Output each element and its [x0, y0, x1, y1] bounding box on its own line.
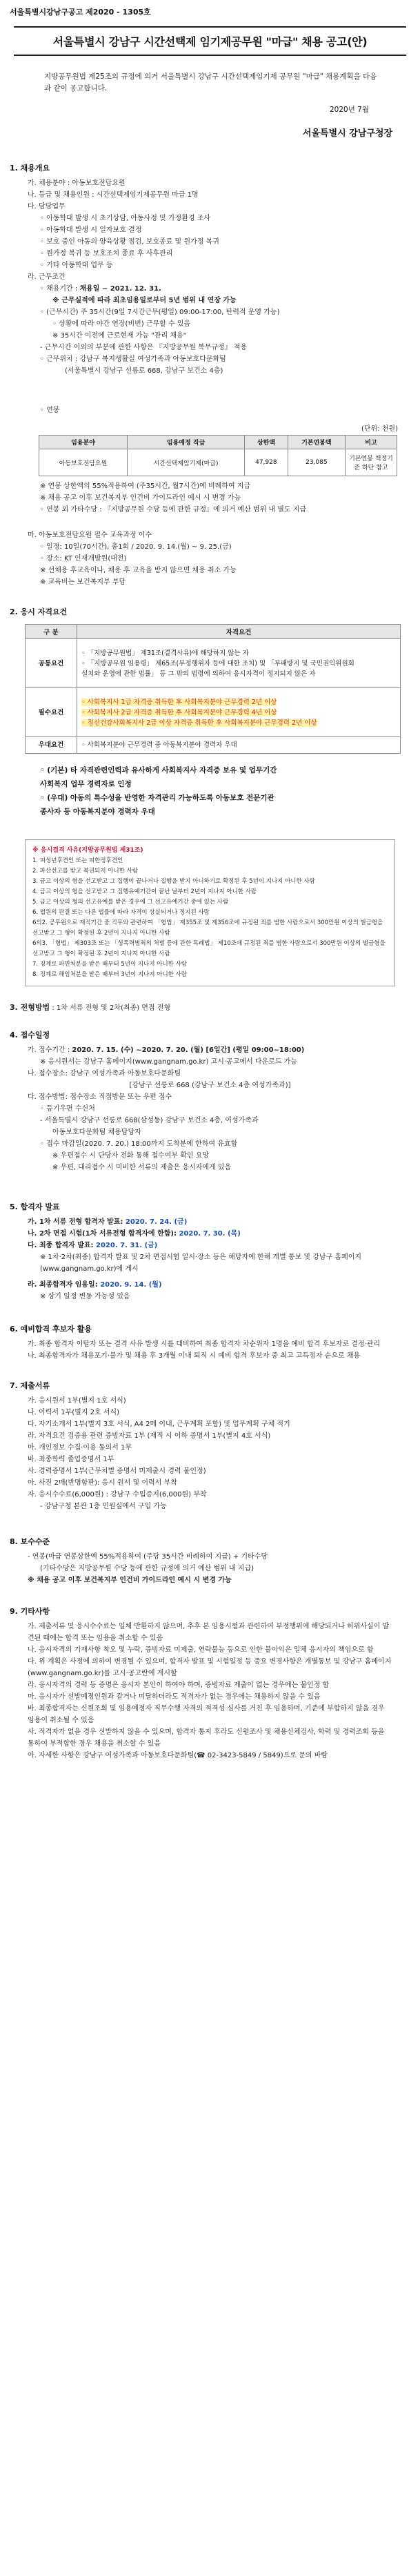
pay-level-line: (기타수당은 지방공무원 수당 등에 관한 규정에 의거 예산 범위 내 지급) — [40, 1565, 254, 1572]
table-cell: 기본연봉 책정기준 하단 참고 — [346, 449, 397, 476]
duty-item: ◦ 원가정 복귀 등 보호조치 종료 후 사후관리 — [40, 250, 173, 257]
work-address: (서울특별시 강남구 선릉로 668, 강남구 보건소 4층) — [65, 367, 223, 375]
table-header: 구 분 — [26, 625, 77, 639]
pay-level-note: ※ 채용 공고 이후 보건복지부 인건비 가이드라인 예시 시 변경 가능 — [28, 1577, 232, 1584]
table-row — [26, 639, 401, 688]
disqualification-item: 6. 법원의 판결 또는 다른 법률에 따라 자격이 상실되거나 정지된 사람 — [32, 909, 210, 916]
document-item: 사. 경력증명서 1부(근무처별 증명서 미제출시 경력 불인정) — [28, 1467, 206, 1475]
document-item: 나. 이력서 1부(별지 2호 서식) — [28, 1409, 120, 1416]
document-item: 라. 자격요건 검증용 관련 증빙자료 1부 (재직 시 이하 증명서 1부(별지 4호 서식) — [28, 1432, 271, 1440]
qualification-notes: ◦ (기본) 타 자격관련인력과 유사하게 사회복지사 자격증 보유 및 업무기간 사회복지 업무 경력자로 인정 ◦ (우대) 아동의 특수성을 반영한 자격관리 가능하도록 아동보호 전문기관 종사자 등 아동복지분야 경력자 우대 — [40, 766, 277, 816]
section-7-title: 7. 제출서류 — [10, 1381, 50, 1390]
table-cell: 시간선택제임기제(마급) — [128, 449, 245, 476]
section-6 — [10, 1323, 410, 1362]
document-item: 바. 최종학력 졸업증명서 1부 — [28, 1456, 114, 1463]
interview-date: 2020. 7. 30. (목) — [179, 1230, 241, 1238]
misc-item: 바. 최종합격자는 신원조회 및 임용예정자 직무수행 자격의 적격성 심사를 거친 후 임용하며, 기준에 부합하지 않을 경우 임용이 취소될 수 있음 — [28, 1705, 385, 1724]
section-9-title: 9. 기타사항 — [10, 1607, 50, 1616]
section-2-title: 2. 응시 자격요건 — [10, 607, 68, 616]
period-note: ※ 근무실적에 따라 최초임용일로부터 5년 범위 내 연장 가능 — [52, 297, 237, 304]
apply-period: 가. 접수기간 : 2020. 7. 15. (수) ~2020. 7. 20. (월) [6일간] (평일 09:00~18:00) — [28, 1046, 305, 1054]
training-label: 마. 아동보호전담요원 필수 교육과정 이수 — [28, 531, 152, 539]
appointment: 라. 최종합격자 임용일: 2020. 9. 14. (월) — [28, 1281, 162, 1289]
misc-item: 마. 응시자가 선발예정인원과 같거나 미달하더라도 적격자가 없는 경우에는 채용하지 않을 수 있음 — [28, 1693, 321, 1701]
disqualification-item: 3. 금고 이상의 형을 선고받고 그 집행이 끝나거나 집행을 받지 아니하기로 확정된 후 5년이 지나지 아니한 사람 — [32, 878, 315, 885]
section-4 — [10, 1029, 410, 1173]
row-label: 공통요건 — [26, 639, 77, 688]
training-item: ※ 교육비는 보건복지부 부담 — [40, 578, 126, 586]
row-content: ◦ 「지방공무원법」 제31조(결격사유)에 해당하지 않는 자 ◦ 「지방공무원 임용령」 제65조(부정행위자 등에 대한 조치) 및 「부패방지 및 국민권익위원회 설치와 운영에 관한 법률」 등 그 밖의 법령에 의하여 응시자격이 정지되지 않은 자 — [77, 639, 401, 688]
disqualification-item: 8. 징계로 해임처분을 받은 때부터 3년이 지나지 아니한 사람 — [32, 971, 187, 978]
reserve-item: 나. 최종합격자가 채용포기·불가 및 채용 후 3개월 이내 퇴직 시 예비 합격 후보자 중 최고 고득점자 순으로 채용 — [28, 1352, 361, 1360]
final-result: 다. 최종 합격자 발표: 2020. 7. 31. (금) — [28, 1242, 158, 1249]
recruit-field: 가. 채용분야 : 아동보호전담요원 — [28, 179, 126, 187]
pay-note: ※ 채용 공고 이후 보건복지부 인건비 가이드라인 예시 시 변경 가능 — [40, 494, 241, 502]
table-row — [26, 737, 401, 754]
disqualification-item: 4. 금고 이상의 형을 선고받고 그 집행유예기간이 끝난 날부터 2년이 지나지 아니한 사람 — [32, 888, 257, 895]
salary-table — [39, 435, 397, 476]
section-7 — [10, 1380, 410, 1512]
table-header: 자격요건 — [77, 625, 401, 639]
table-cell: 47,928 — [245, 449, 288, 476]
reserve-item: 가. 최종 합격자 이탈자 또는 결격 사유 발생 시를 대비하여 최종 합격자 차순위자 1명을 예비 합격 후보자로 결정·관리 — [28, 1340, 381, 1348]
disqualification-item: 5. 금고 이상의 형의 선고유예를 받은 경우에 그 선고유예기간 중에 있는 사람 — [32, 899, 229, 906]
first-result-date: 2020. 7. 24. (금) — [125, 1218, 188, 1226]
section-1-title: 1. 채용개요 — [10, 164, 50, 173]
table-row — [39, 449, 397, 476]
notice-number: 서울특별시강남구공고 제2020 - 1305호 — [10, 8, 151, 17]
duty-item: ◦ 기타 아동학대 업무 등 — [40, 262, 113, 269]
pay-note: ◦ 연봉 외 가타수당 : 『지방공무원 수당 등에 관한 규정』에 의거 예산 범위 내 별도 지급 — [40, 506, 307, 514]
disqualification-title: ※ 응시결격 사유(지방공무원법 제31조) — [32, 847, 143, 854]
section-6-title: 6. 예비합격 후보자 활용 — [10, 1325, 92, 1334]
apply-address: [강남구 선릉로 668 (강남구 보건소 4층 여성가족과)] — [129, 1082, 291, 1089]
table-header: 임용분야 — [39, 436, 128, 449]
apply-method-item: - 서울특별시 강남구 선릉로 668(삼성동) 강남구 보건소 4층, 여성가족과 — [40, 1117, 259, 1124]
misc-item: 가. 제출서류 및 응시수수료는 일체 반환하지 않으며, 추후 본 임용시험과 관련하여 부정행위에 해당되거나 허위사실이 발견된 때에는 합격 또는 임용을 취소할 수 있음 — [28, 1623, 390, 1642]
section-8 — [10, 1536, 410, 1586]
table-header: 기본연봉액 — [288, 436, 345, 449]
selection-method: : 1차 서류 전형 및 2차(최종) 면접 전형 — [52, 1004, 171, 1012]
misc-item: 다. 위 계획은 사정에 의하여 변경될 수 있으며, 합격자 발표 및 시험일정 등 중요 변경사항은 개별통보 및 강남구 홈페이지(www.gangnam.go.kr)를 고시·공고란에 게시할 — [28, 1658, 392, 1677]
conditions-label: 라. 근무조건 — [28, 273, 66, 281]
table-cell: 23,085 — [288, 449, 345, 476]
recruit-grade: 나. 등급 및 채용인원 : 시간선택제임기제공무원 마급 1명 — [28, 191, 199, 199]
qualification-table — [25, 624, 401, 754]
disqualification-item: 6의3. 「형법」 제303조 또는 「성폭력범죄의 처벌 등에 관한 특례법」 제10조에 규정된 죄를 범한 사람으로서 300만원 이상의 벌금형을 선고받고 그 형이 확정된 후 2년이 지나지 아니한 사람 — [32, 940, 386, 957]
document-item: 가. 응시원서 1부(별지 1호 서식) — [28, 1397, 126, 1405]
misc-item: 라. 응시자격의 경력 등 증명은 응시자 본인이 하여야 하며, 증빙자료 제출이 없는 경우에는 불인정 함 — [28, 1681, 330, 1689]
disqualification-item: 6의2. 공무원으로 재직기간 중 직무와 관련하여 「형법」 제355조 및 제356조에 규정된 죄를 범한 사람으로서 300만원 이상의 벌금형을 선고받고 그 형이 확정된 후 2년이 지나지 아니한 사람 — [32, 919, 383, 937]
notice-title: 서울특별시 강남구 시간선택제 임기제공무원 "마급" 채용 공고(안) — [14, 26, 406, 56]
section-4-title: 4. 접수일정 — [10, 1031, 50, 1040]
duty-item: ◦ 아동학대 발생 시 일자보호 결정 — [40, 226, 142, 234]
pay-label: ◦ 연봉 — [40, 407, 60, 414]
document-item: 자. 응시수수료(6,000원) : 강남구 수입증지(6,000원) 부착 — [28, 1491, 207, 1499]
unit-label: (단위: 천원) — [361, 425, 398, 433]
disqualification-item: 7. 징계로 파면처분을 받은 때부터 5년이 지나지 아니한 사람 — [32, 961, 187, 968]
duties-label: 다. 담당업무 — [28, 203, 66, 211]
row-label: 우대요건 — [26, 737, 77, 754]
interview: 나. 2차 면접 시험(1차 서류전형 합격자에 한함): 2020. 7. 30. (목) — [28, 1230, 241, 1238]
schedule-note: ※ 상기 일정 변동 가능성 있음 — [40, 1293, 130, 1300]
apply-method-item: ◦ 접수 마감일(2020. 7. 20.) 18:00까지 도착분에 한하여 유효함 — [40, 1140, 238, 1148]
document-item: 마. 개인정보 수집·이용 동의서 1부 — [28, 1444, 132, 1452]
apply-method-item: ◦ 등기우편 수신처 — [40, 1105, 95, 1113]
misc-item: 나. 응시자격의 기재사항 착오 및 누락, 증빙자료 미제출, 연락불능 등으로 인한 불이익은 일체 응시자의 책임으로 함 — [28, 1646, 374, 1654]
intro-text: 지방공무원법 제25조의 규정에 의거 서울특별시 강남구 시간선택제임기제 공무원 "마급" 채용계획을 다음과 같이 공고합니다. — [44, 72, 377, 92]
period-line: ◦ 채용기간 : 채용일 ~ 2021. 12. 31. — [40, 285, 161, 293]
work-time-note2: - 근무시간 이외의 부분에 관한 사항은 『지방공무원 복무규정』 적용 — [40, 344, 248, 351]
duty-item: ◦ 아동학대 발생 시 초기상담, 아동사정 및 가정환경 조사 — [40, 215, 211, 222]
section-3-title: 3. 전형방법 — [10, 1003, 50, 1012]
table-cell: 아동보호전담요원 — [39, 449, 128, 476]
training-item: ◦ 일정: 10일(70시간), 총1회 / 2020. 9. 14.(월) ~ 9. 25.(금) — [40, 543, 232, 551]
period-value: 채용일 ~ 2021. 12. 31. — [79, 285, 161, 293]
duty-item: ◦ 보호 중인 아동의 양육상황 점검, 보호종료 및 원가정 복귀 — [40, 238, 219, 246]
section-8-title: 8. 보수수준 — [10, 1537, 50, 1546]
row-content: ◦ 사회복지사 1급 자격증 취득한 후 사회복지분야 근무경력 2년 이상 ◦ 사회복지사 2급 자격증 취득한 후 사회복지분야 근무경력 4년 이상 ◦ 정신건강사회복지사 2급 이상 자격증 취득한 후 사회복지분야 근무경력 2년 이상 — [77, 688, 401, 737]
table-row — [26, 688, 401, 737]
document-item: 다. 자기소개서 1부(별지 3호 서식, A4 2매 이내, 근무계획 포함) 및 업무계획 구체 적기 — [28, 1421, 290, 1428]
work-time-note: ※ 35시간 이전에 근로현재 가능 "관리 채용" — [52, 332, 187, 340]
section-5-title: 5. 합격자 발표 — [10, 1202, 60, 1211]
training-item: ※ 선채용 후교육이나, 채용 후 교육을 받지 않으면 채용 취소 가능 — [40, 567, 237, 574]
section-3 — [10, 1002, 410, 1014]
document-item: - 강남구청 본관 1층 민원실에서 구입 가능 — [40, 1503, 167, 1510]
apply-method-item: ※ 우편접수 시 단당자 전화 통해 접수여부 확인 요망 — [52, 1152, 210, 1160]
apply-period-value: 2020. 7. 15. (수) ~2020. 7. 20. (월) [6일간] (평일 09:00~18:00) — [72, 1046, 305, 1054]
apply-method: 다. 접수방법: 접수장소 직접방문 또는 우편 접수 — [28, 1093, 172, 1101]
work-time: ◦ (근무시간) 주 35시간(9일 7시간근무(평일) 09:00-17:00, 탄력적 운영 가능) — [40, 309, 280, 316]
section-2 — [10, 606, 410, 819]
result-note: ※ 1차·2차(최종) 합격자 발표 및 2차 면접시험 일시·장소 등은 해당자에 한해 개별 통보 및 강남구 홈페이지(www.gangnam.go.kr)에 게시 — [40, 1253, 362, 1273]
work-time-sub: ◦ 상황에 따라 야간 연장(비번) 근무할 수 있음 — [52, 320, 191, 328]
disqualification-item: 1. 피성년후견인 또는 피한정후견인 — [32, 857, 123, 864]
misc-item: 아. 자세한 사항은 강남구 여성가족과 아동보호다문화팀(☎ 02-3423-5849 / 5849)으로 문의 바람 — [28, 1752, 328, 1759]
section-9 — [10, 1606, 410, 1762]
section-5 — [10, 1201, 410, 1302]
row-label: 필수요건 — [26, 688, 77, 737]
notice-signer: 서울특별시 강남구청장 — [302, 128, 392, 139]
apply-note: ※ 응시원서는 강남구 홈페이지(www.gangnam.go.kr) 고시·공고에서 다운로드 가능 — [40, 1058, 297, 1066]
misc-item: 사. 적격자가 없을 경우 선발하지 않을 수 있으며, 합격자 통지 후라도 신원조사 및 채용신체검사, 학력 및 경력조회 등을 통하여 부적합한 경우 채용을 취소할 수 있음 — [28, 1728, 385, 1748]
apply-method-item: ※ 우편, 대리접수 시 미비한 서류의 제출은 응시자에게 있음 — [52, 1164, 232, 1171]
row-content: ◦ 사회복지분야 근무경력 중 아동복지분야 경력자 우대 — [77, 737, 401, 754]
pay-note: ※ 연봉 상한액의 55%적용하여 (주35시간, 월7시간)에 비례하여 지급 — [40, 482, 251, 490]
final-result-date: 2020. 7. 31. (금) — [96, 1242, 158, 1249]
table-header: 비고 — [346, 436, 397, 449]
disqualification-box — [25, 839, 395, 986]
section-1 — [10, 162, 410, 588]
first-result: 가. 1차 서류 전형 합격자 발표: 2020. 7. 24. (금) — [28, 1218, 188, 1226]
training-item: ◦ 장소: KT 인재개발원(대전) — [40, 555, 127, 563]
notice-date: 2020년 7월 — [329, 106, 369, 114]
document-item: 아. 사진 2매(반명함판): 응시 원서 및 이력서 부착 — [28, 1479, 177, 1487]
pay-level-line: - 연봉(마급 연봉상한액 55%적용하여 (주당 35시간 비례하여 지급) + 기타수당 — [28, 1553, 268, 1561]
disqualification-item: 2. 파산선고를 받고 복권되지 아니한 사람 — [32, 868, 138, 875]
appointment-date: 2020. 9. 14. (월) — [100, 1281, 162, 1289]
apply-method-item: 아동보호다문화팀 채용담당자 — [52, 1129, 141, 1136]
table-header: 임용예정 직급 — [128, 436, 245, 449]
work-place: ◦ 근무위치 : 강남구 복지생활실 여성가족과 아동보호다문화팀 — [40, 355, 226, 363]
table-header: 상한액 — [245, 436, 288, 449]
apply-place: 나. 접수장소: 강남구 여성가족과 아동보호다문화팀 — [28, 1070, 181, 1077]
